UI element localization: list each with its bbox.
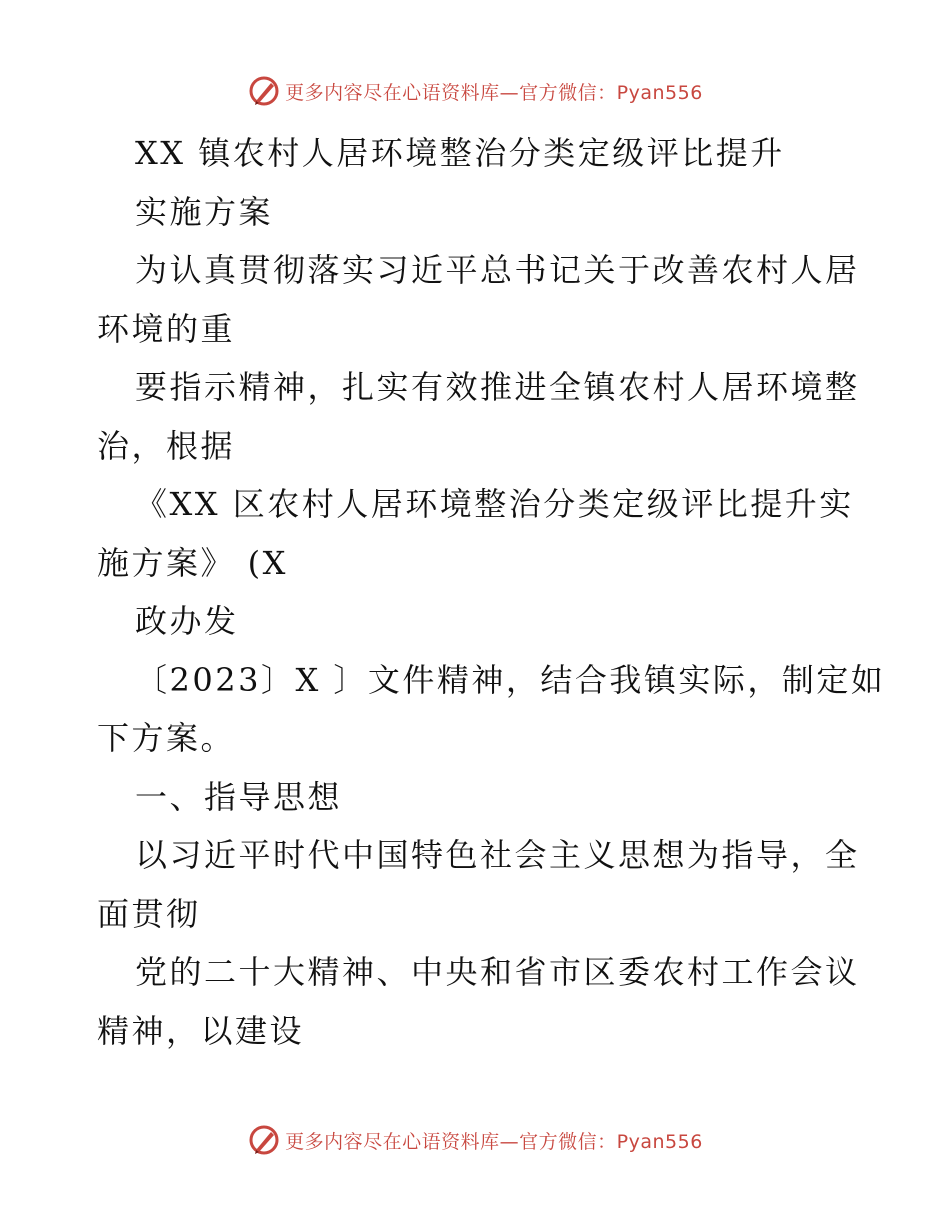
pen-logo-icon [247,74,281,108]
doc-line-11: 下方案。 [97,719,236,757]
footer-watermark [0,1120,950,1160]
watermark-text: 更多内容尽在心语资料库—官方微信：Pyan556 [285,1130,703,1153]
doc-line-7: 《XX 区农村人居环境整治分类定级评比提升实 [135,485,854,523]
doc-line-15: 党的二十大精神、中央和省市区委农村工作会议 [135,953,860,991]
doc-line-4: 环境的重 [97,309,236,348]
doc-line-2: 实施方案 [135,192,274,231]
doc-line-3: 为认真贯彻落实习近平总书记关于改善农村人居 [135,251,860,289]
watermark-text: 更多内容尽在心语资料库—官方微信：Pyan556 [285,81,703,104]
doc-line-6: 治，根据 [97,426,236,465]
doc-line-16: 精神，以建设 [97,1011,305,1050]
doc-line-14: 面贯彻 [97,894,201,933]
doc-line-10: 〔2023〕X 〕文件精神，结合我镇实际，制定如 [135,660,886,699]
doc-line-1: XX 镇农村人居环境整治分类定级评比提升 [135,134,785,172]
header-watermark [0,71,950,111]
doc-line-12: 一、指导思想 [135,777,343,816]
document-body [97,124,886,1060]
pen-logo-icon [247,1123,281,1157]
doc-line-13: 以习近平时代中国特色社会主义思想为指导，全 [135,836,860,874]
doc-line-9: 政办发 [135,602,239,640]
doc-line-8: 施方案》 (X [97,543,288,582]
doc-line-5: 要指示精神，扎实有效推进全镇农村人居环境整 [135,368,860,406]
